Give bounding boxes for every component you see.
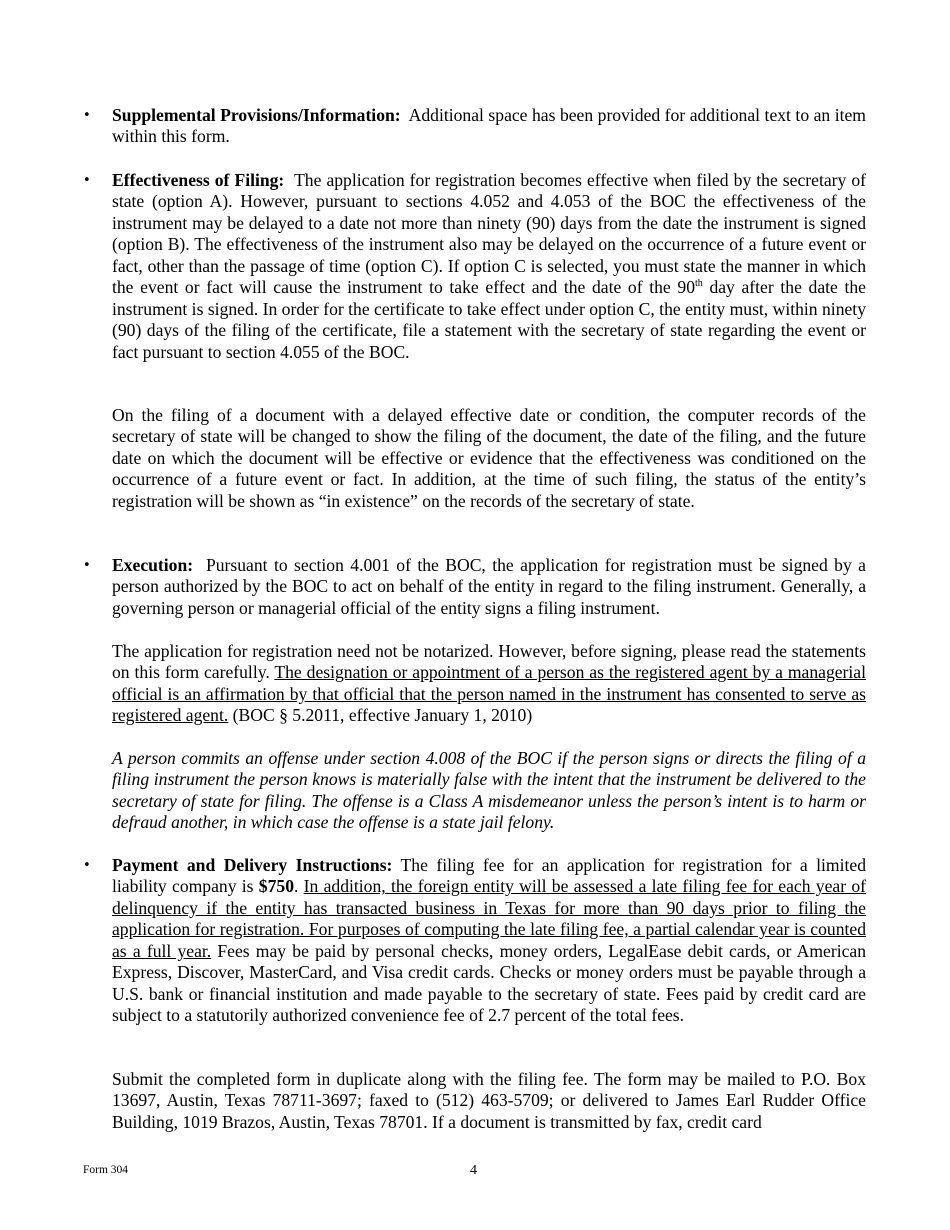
- supplemental-heading: Supplemental Provisions/Information:: [112, 105, 401, 125]
- payment-text-a: The filing fee for an application for registration for a limited liability company is: [112, 855, 866, 897]
- execution-text: Pursuant to section 4.001 of the BOC, the application for registration must be signed by a person authorized by the BOC to act on behalf of the entity in regard to the filing instrument. Generally, a governing person or managerial official of the entity signs a filing instrument.: [112, 555, 866, 618]
- bullet-icon: •: [83, 858, 91, 873]
- effectiveness-paragraph-2-wrap: [112, 405, 866, 512]
- execution-text-2a: The application for registration need not be notarized. However, before signing, please read the statements on this form carefully.: [112, 641, 866, 683]
- bullet-icon: •: [83, 173, 91, 188]
- form-label: Form 304: [83, 1164, 129, 1176]
- bullet-icon: •: [83, 108, 91, 123]
- ordinal-suffix: th: [695, 278, 703, 290]
- payment-text-c: Fees may be paid by personal checks, money orders, LegalEase debit cards, or American Express, Discover, MasterCard, and Visa credit cards. Checks or money orders must be payable through a U.S. bank or financial institution and made payable to the secretary of state. Fees paid by credit card are subject to a statutorily authorized convenience fee of 2.7 percent of the total fees.: [112, 940, 866, 1026]
- bullet-icon: •: [83, 558, 91, 573]
- execution-paragraph-2-wrap: [112, 641, 866, 727]
- effectiveness-text-a: The application for registration becomes effective when filed by the secretary of state (option A). However, pursuant to sections 4.052 and 4.053 of the BOC the effectiveness of the instrument may be delayed to a date not more than ninety (90) days from the date the instrument is signed (option B). The effectiveness of the instrument also may be delayed on the occurrence of a future event or fact, other than the passage of time (option C). If option C is selected, you must state the manner in which the event or fact will cause the instrument to take effect and the date of the 90: [112, 170, 866, 298]
- delivery-instructions: Submit the completed form in duplicate along with the filing fee. The form may be mailed to P.O. Box 13697, Austin, Texas 78711-3697; faxed to (512) 463-5709; or delivered to James Earl Rudder Office Building, 1019 Brazos, Austin, Texas 78701. If a document is transmitted by fax, credit card: [112, 1069, 866, 1132]
- supplemental-text: Additional space has been provided for additional text to an item within this form.: [112, 105, 866, 147]
- execution-heading: Execution:: [112, 555, 194, 575]
- payment-heading: Payment and Delivery Instructions:: [112, 855, 393, 875]
- payment-text-b: .: [293, 876, 304, 897]
- page-number: 4: [470, 1163, 477, 1178]
- execution-paragraph-1: [112, 555, 866, 619]
- execution-paragraph-3-wrap: [112, 748, 866, 834]
- payment-section: [83, 855, 867, 1027]
- supplemental-section: [83, 105, 866, 148]
- effectiveness-paragraph-1: [112, 170, 866, 363]
- late-fee-notice: In addition, the foreign entity will be assessed a late filing fee for each year of delinquency if the entity has transacted business in Texas for more than 90 days prior to filing the application for registration. For purposes of computing the late filing fee, a partial calendar year is counted as a full year.: [112, 876, 867, 961]
- execution-section: [83, 555, 866, 619]
- offense-warning: A person commits an offense under section 4.008 of the BOC if the person signs or directs the filing of a filing instrument the person knows is materially false with the intent that the instrument be delivered to the secretary of state for filing. The offense is a Class A misdemeanor unless the person’s intent is to harm or defraud another, in which case the offense is a state jail felony.: [112, 748, 866, 833]
- supplemental-paragraph: [112, 105, 866, 148]
- execution-text-2b: (BOC § 5.2011, effective January 1, 2010): [228, 705, 533, 726]
- filing-fee-amount: $750: [258, 876, 294, 897]
- effectiveness-text-b: day after the date the instrument is signed. In order for the certificate to take effect under option C, the entity must, within ninety (90) days of the filing of the certificate, file a statement with the secretary of state regarding the event or fact pursuant to section 4.055 of the BOC.: [112, 277, 866, 362]
- effectiveness-paragraph-2: On the filing of a document with a delayed effective date or condition, the computer records of the secretary of state will be changed to show the filing of the document, the date of the filing, and the future date on which the document will be effective or evidence that the effectiveness was conditioned on the occurrence of a future event or fact. In addition, at the time of such filing, the status of the entity’s registration will be shown as “in existence” on the records of the secretary of state.: [112, 405, 866, 511]
- registered-agent-affirmation: The designation or appointment of a person as the registered agent by a managerial official is an affirmation by that official that the person named in the instrument has consented to serve as registered agent.: [112, 662, 866, 726]
- execution-paragraph-2: [112, 641, 866, 727]
- effectiveness-heading: Effectiveness of Filing:: [112, 170, 285, 190]
- effectiveness-section: [83, 170, 866, 363]
- payment-paragraph-2-wrap: [112, 1069, 866, 1133]
- payment-paragraph-1: [112, 855, 866, 1027]
